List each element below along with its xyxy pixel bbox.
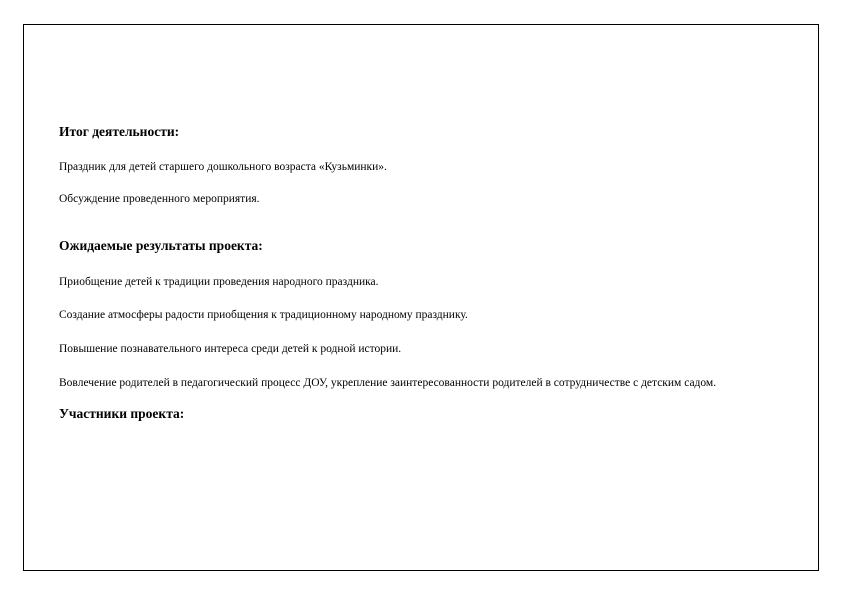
activity-result-item: Праздник для детей старшего дошкольного возраста «Кузьминки».	[59, 161, 387, 173]
expected-results-item: Приобщение детей к традиции проведения народного праздника.	[59, 276, 379, 288]
expected-results-item: Повышение познавательного интереса среди детей к родной истории.	[59, 343, 402, 355]
expected-results-heading: Ожидаемые результаты проекта:	[59, 238, 263, 253]
page-frame	[23, 24, 819, 571]
expected-results-item: Вовлечение родителей в педагогический процесс ДОУ, укрепление заинтересованности родителей в сотрудничестве с детским садом.	[59, 377, 717, 389]
participants-heading: Участники проекта:	[59, 406, 185, 421]
activity-result-heading: Итог деятельности:	[59, 124, 180, 139]
activity-result-item: Обсуждение проведенного мероприятия.	[59, 193, 260, 205]
expected-results-item: Создание атмосферы радости приобщения к традиционному народному празднику.	[59, 309, 468, 321]
document-content	[59, 124, 786, 422]
